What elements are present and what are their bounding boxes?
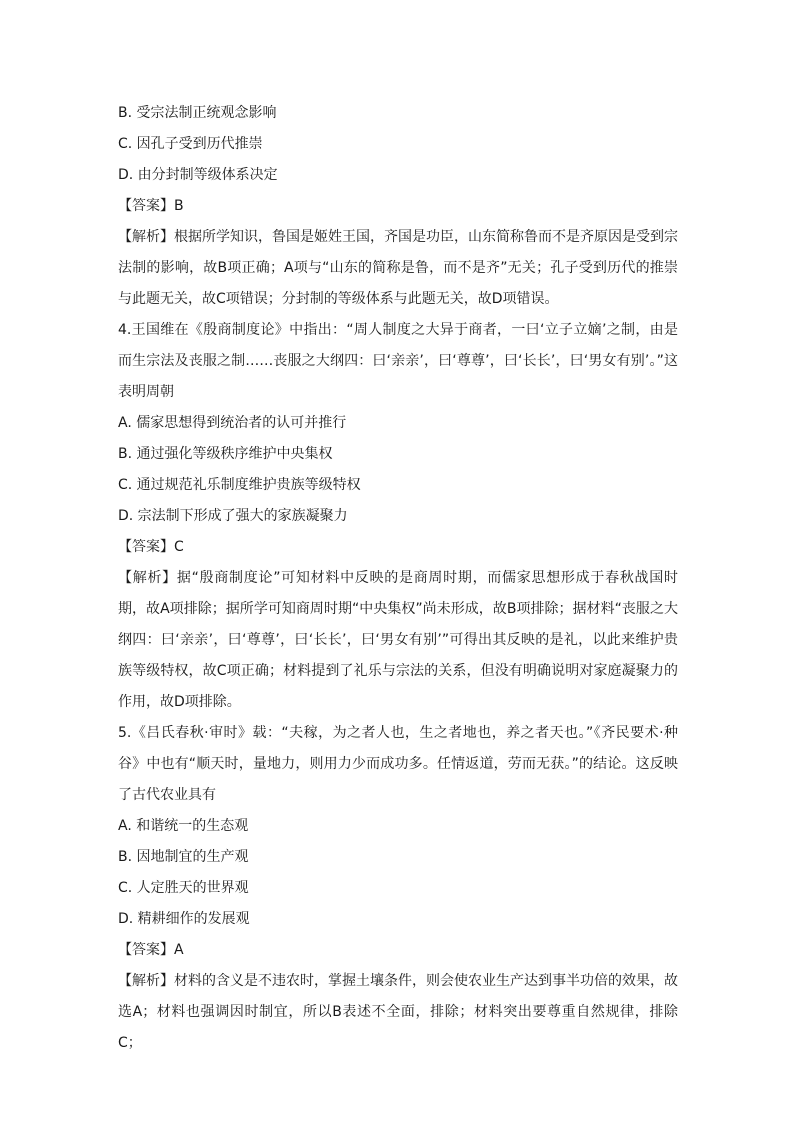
q5-option-a: A. 和谐统一的生态观 [118, 818, 249, 834]
q4-option-b: B. 通过强化等级秩序维护中央集权 [118, 446, 333, 462]
q5-answer: 【答案】A [118, 942, 184, 958]
q3-analysis: 【解析】根据所学知识，鲁国是姬姓王国，齐国是功臣，山东简称鲁而不是齐原因是受到宗法制的影响，故B项正确；A项与“山东的简称是鲁，而不是齐”无关；孔子受到历代的推崇与此题无关，故C项错误；分封制的等级体系与此题无关，故D项错误。 [118, 229, 678, 307]
q5-analysis: 【解析】材料的含义是不违农时，掌握土壤条件，则会使农业生产达到事半功倍的效果，故选A；材料也强调因时制宜，所以B表述不全面，排除；材料突出要尊重自然规律，排除C； [118, 973, 678, 1051]
q3-option-d: D. 由分封制等级体系决定 [118, 167, 278, 183]
q3-answer: 【答案】B [118, 198, 184, 214]
q4-answer: 【答案】C [118, 539, 184, 555]
q4-option-d: D. 宗法制下形成了强大的家族凝聚力 [118, 508, 348, 524]
q5-option-b: B. 因地制宜的生产观 [118, 849, 249, 865]
q5-option-d: D. 精耕细作的发展观 [118, 911, 250, 927]
q5-option-c: C. 人定胜天的世界观 [118, 880, 249, 896]
q3-option-b: B. 受宗法制正统观念影响 [118, 105, 277, 121]
q4-stem: 4.王国维在《殷商制度论》中指出：“周人制度之大异于商者，一曰‘立子立嫡’之制，由是而生宗法及丧服之制……丧服之大纲四：曰‘亲亲’，曰‘尊尊’，曰‘长长’，曰‘男女有别’。”这表明周朝 [118, 322, 678, 400]
page-content [118, 98, 678, 1059]
q3-option-c: C. 因孔子受到历代推崇 [118, 136, 263, 152]
q4-analysis: 【解析】据“殷商制度论”可知材料中反映的是商周时期，而儒家思想形成于春秋战国时期，故A项排除；据所学可知商周时期“中央集权”尚未形成，故B项排除；据材料“丧服之大纲四：曰‘亲亲’，曰‘尊尊’，曰‘长长’，曰‘男女有别’”可得出其反映的是礼，以此来维护贵族等级特权，故C项正确；材料提到了礼乐与宗法的关系，但没有明确说明对家庭凝聚力的作用，故D项排除。 [118, 570, 678, 710]
q4-option-c: C. 通过规范礼乐制度维护贵族等级特权 [118, 477, 361, 493]
q4-option-a: A. 儒家思想得到统治者的认可并推行 [118, 415, 347, 431]
q5-stem: 5.《吕氏春秋·审时》载：“夫稼，为之者人也，生之者地也，养之者天也。”《齐民要术·种谷》中也有“顺天时，量地力，则用力少而成功多。任情返道，劳而无获。”的结论。这反映了古代农业具有 [118, 725, 678, 803]
